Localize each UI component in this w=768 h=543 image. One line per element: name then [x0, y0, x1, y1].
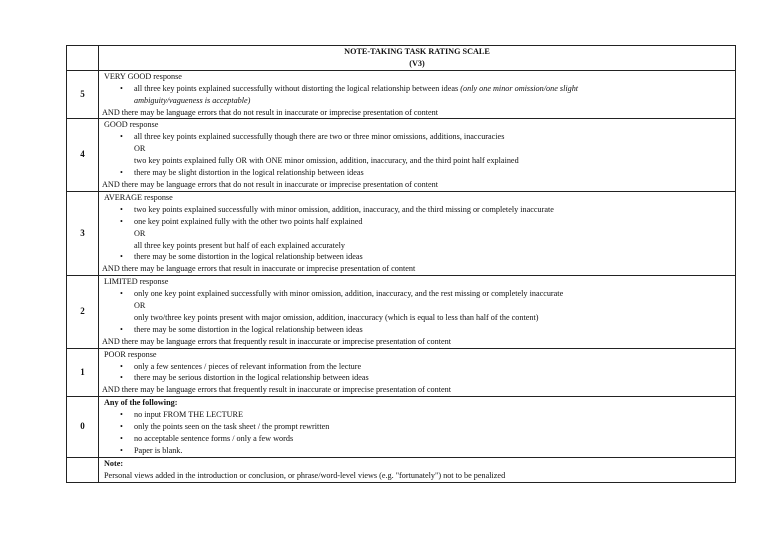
bullet-item: • all three key points explained successfully though there are two or three minor omissions, additions, inaccuracies [102, 131, 732, 143]
language-clause: AND there may be language errors that do not result in inaccurate or imprecise presentation of content [102, 107, 439, 117]
score-cell: 2 [67, 276, 99, 348]
descriptor-cell [99, 397, 736, 458]
table-row [67, 348, 736, 397]
bullet-item: • there may be some distortion in the logical relationship between ideas [102, 324, 732, 336]
table-row [67, 191, 736, 275]
bullet-continuation: only two/three key points present with major omission, addition, inaccuracy (which is equal to less than half of the content) [134, 312, 539, 322]
bullet-item: • one key point explained fully with the other two points half explained [102, 216, 732, 228]
descriptor-cell [99, 348, 736, 397]
language-clause: AND there may be language errors that do not result in inaccurate or imprecise presentation of content [102, 179, 439, 189]
bullet-italic-text: (only one minor omission/one slight [460, 83, 579, 93]
language-clause: AND there may be language errors that frequently result in inaccurate or imprecise presentation of content [102, 336, 451, 346]
band-label: POOR response [104, 349, 157, 359]
note-row [67, 457, 736, 482]
bullet-item: • only one key point explained successfully with minor omission, addition, inaccuracy, and the rest missing or completely inaccurate [102, 288, 732, 300]
descriptor-cell [99, 276, 736, 348]
bullet-continuation: two key points explained fully OR with ONE minor omission, addition, inaccuracy, and the third point half explained [134, 156, 519, 166]
table-row [67, 276, 736, 348]
descriptor-cell [99, 70, 736, 119]
or-label: OR [134, 144, 146, 154]
band-label: Any of the following: [104, 398, 178, 408]
descriptor-cell [99, 191, 736, 275]
bullet-item [102, 83, 732, 95]
descriptor-cell [99, 119, 736, 191]
note-cell [99, 457, 736, 482]
band-label: VERY GOOD response [104, 71, 182, 81]
table-title: NOTE-TAKING TASK RATING SCALE [344, 47, 490, 56]
bullet-item: • there may be slight distortion in the logical relationship between ideas [102, 167, 732, 179]
bullet-item: • only a few sentences / pieces of relevant information from the lecture [102, 361, 732, 373]
note-text: Personal views added in the introduction or conclusion, or phrase/word-level views (e.g. "fortunately") not to be penalized [104, 470, 506, 480]
table-row [67, 70, 736, 119]
bullet-item: • two key points explained successfully with minor omission, addition, inaccuracy, and the third missing or completely inaccurate [102, 204, 732, 216]
score-cell: 5 [67, 70, 99, 119]
language-clause: AND there may be language errors that result in inaccurate or imprecise presentation of content [102, 264, 416, 274]
header-score-cell [67, 46, 99, 71]
bullet-item: • no input FROM THE LECTURE [102, 409, 732, 421]
table-row [67, 397, 736, 458]
band-label: GOOD response [104, 120, 159, 130]
table-row [67, 119, 736, 191]
band-label: AVERAGE response [104, 192, 173, 202]
bullet-item: • there may be some distortion in the logical relationship between ideas [102, 251, 732, 263]
language-clause: AND there may be language errors that frequently result in inaccurate or imprecise presentation of content [102, 385, 451, 395]
table-header-row [67, 46, 736, 71]
note-label: Note: [104, 458, 124, 468]
bullet-item: • there may be serious distortion in the logical relationship between ideas [102, 372, 732, 384]
score-cell: 4 [67, 119, 99, 191]
bullet-continuation: ambiguity/vagueness is acceptable) [134, 95, 251, 105]
table-version: (V3) [409, 58, 425, 68]
or-label: OR [134, 228, 146, 238]
bullet-item: • only the points seen on the task sheet / the prompt rewritten [102, 421, 732, 433]
header-title-cell [99, 46, 736, 71]
rating-scale-table [66, 45, 736, 483]
or-label: OR [134, 301, 146, 311]
score-cell: 1 [67, 348, 99, 397]
band-label: LIMITED response [104, 277, 169, 287]
score-cell: 0 [67, 397, 99, 458]
bullet-text: all three key points explained successfully without distorting the logical relationship between ideas [134, 83, 461, 93]
note-score-cell [67, 457, 99, 482]
bullet-continuation: all three key points present but half of each explained accurately [134, 240, 345, 250]
score-cell: 3 [67, 191, 99, 275]
bullet-item: • no acceptable sentence forms / only a few words [102, 433, 732, 445]
bullet-item: • Paper is blank. [102, 445, 732, 457]
